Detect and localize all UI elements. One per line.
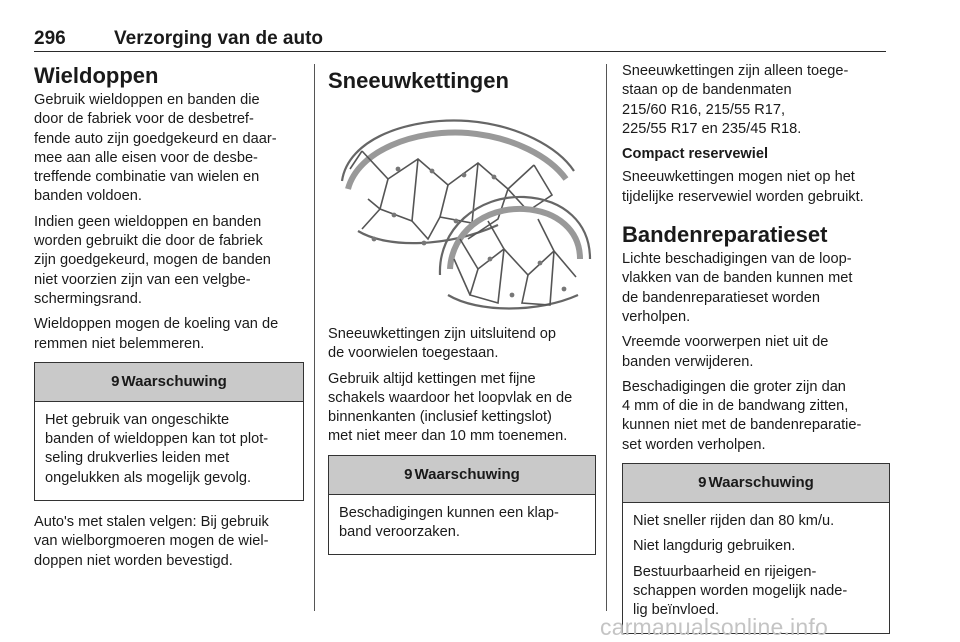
- chapter-title: Verzorging van de auto: [114, 28, 324, 49]
- paragraph: Gebruik wieldoppen en banden die door de fabriek voor de desbetref- fende auto zijn goedgekeurd en daar- mee aan alle eisen voor de desbe- treffende combinatie van wielen en banden voldoen.: [34, 92, 277, 205]
- snow-chains-icon: [328, 99, 596, 317]
- warning-body: [35, 402, 303, 500]
- warning-label: Waarschuwing: [708, 474, 814, 492]
- warning-box: [622, 463, 890, 633]
- subheading-compact-reservewiel: Compact reservewiel: [622, 146, 769, 163]
- column-divider: [314, 64, 315, 611]
- warning-triangle-icon: 9: [404, 466, 413, 484]
- warning-text: Niet langdurig gebruiken.: [633, 538, 796, 555]
- paragraph: Indien geen wieldoppen en banden worden gebruikt die door de fabriek zijn goedgekeurd, mogen de banden niet voorzien zijn van een velgbe- schermingsrand.: [34, 213, 271, 307]
- section-title-wieldoppen: Wieldoppen: [34, 63, 159, 88]
- column-divider: [606, 64, 607, 611]
- warning-triangle-icon: 9: [698, 474, 707, 492]
- column-wieldoppen: [34, 62, 304, 577]
- warning-box: [328, 455, 596, 556]
- warning-body: [329, 495, 595, 555]
- paragraph: Gebruik altijd kettingen met fijne schakels waardoor het loopvlak en de binnenkanten (inclusief kettingslot) met niet meer dan 10 mm toenemen.: [328, 370, 573, 445]
- paragraph: Beschadigingen die groter zijn dan 4 mm of die in de bandwang zitten, kunnen niet met de bandenreparatie- set worden verholpen.: [622, 378, 862, 453]
- section-title-bandenreparatieset: Bandenreparatieset: [622, 222, 828, 248]
- warning-box: [34, 362, 304, 501]
- watermark: carmanualsonline.info: [600, 614, 828, 640]
- paragraph: Vreemde voorwerpen niet uit de banden verwijderen.: [622, 334, 829, 370]
- warning-header: [35, 363, 303, 402]
- paragraph: Sneeuwkettingen zijn alleen toege- staan op de bandenmaten 215/60 R16, 215/55 R17, 225/55 R17 en 235/45 R18.: [622, 63, 849, 137]
- warning-label: Waarschuwing: [121, 373, 227, 391]
- warning-text: Het gebruik van ongeschikte banden of wieldoppen kan tot plot- seling drukverlies leiden met ongelukken als mogelijk gevolg.: [45, 411, 269, 486]
- warning-text: Beschadigingen kunnen een klap- band veroorzaken.: [339, 504, 559, 541]
- paragraph: Sneeuwkettingen zijn uitsluitend op de voorwielen toegestaan.: [328, 326, 556, 362]
- paragraph: Sneeuwkettingen mogen niet op het tijdelijke reservewiel worden gebruikt.: [622, 169, 864, 205]
- warning-text: Niet sneller rijden dan 80 km/u.: [633, 513, 835, 530]
- column-bandenreparatieset: [622, 62, 890, 642]
- column-sneeuwkettingen: [328, 62, 596, 567]
- warning-header: [329, 456, 595, 495]
- warning-header: [623, 464, 889, 503]
- warning-label: Waarschuwing: [414, 466, 520, 484]
- section-title-sneeuwkettingen: Sneeuwkettingen: [328, 68, 509, 93]
- paragraph: Auto's met stalen velgen: Bij gebruik van wielborgmoeren mogen de wiel- doppen niet worden bevestigd.: [34, 514, 269, 569]
- warning-text: Bestuurbaarheid en rijeigen- schappen worden mogelijk nade- lig beïnvloed.: [633, 563, 848, 619]
- warning-triangle-icon: 9: [111, 373, 120, 391]
- page-header: [34, 28, 886, 52]
- snow-chains-illustration: [328, 99, 596, 317]
- paragraph: Wieldoppen mogen de koeling van de remmen niet belemmeren.: [34, 316, 279, 352]
- page-number: 296: [34, 28, 66, 49]
- paragraph: Lichte beschadigingen van de loop- vlakken van de banden kunnen met de bandenreparatieset worden verholpen.: [622, 251, 853, 325]
